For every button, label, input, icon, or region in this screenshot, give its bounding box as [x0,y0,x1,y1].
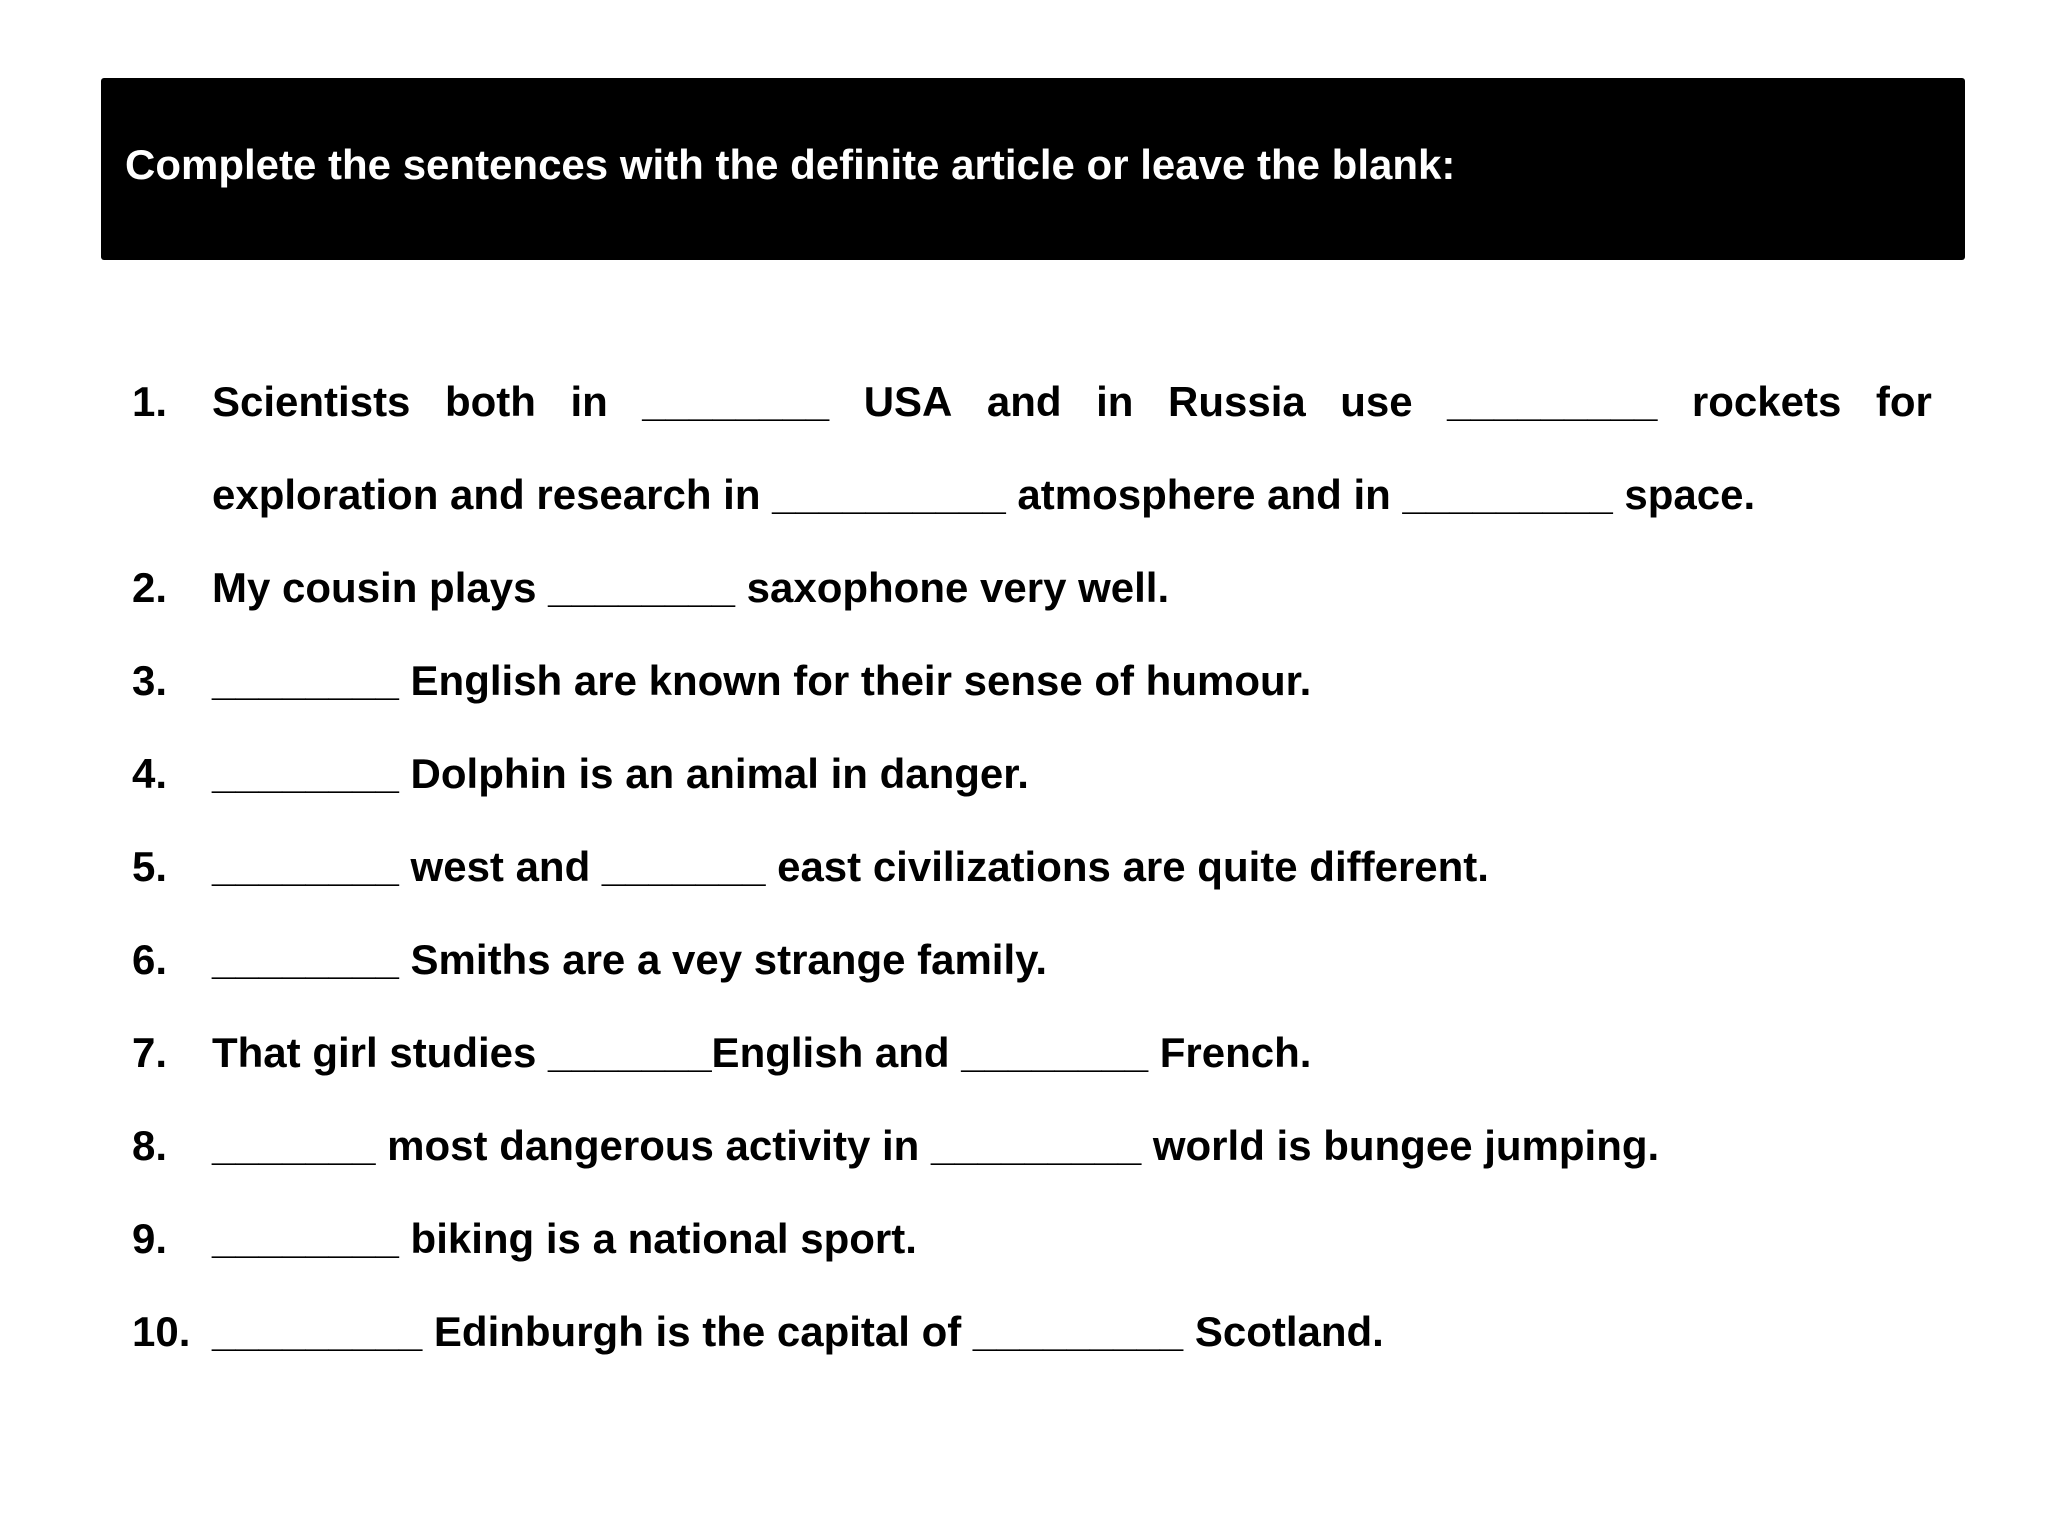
item-number: 8. [132,1122,168,1169]
item-text: _________ Edinburgh is the capital of _________ Scotland. [212,1308,1384,1355]
item-text: ________ English are known for their sense of humour. [212,657,1312,704]
item-text: That girl studies _______English and ________ French. [212,1029,1312,1076]
blank: _________ [1447,378,1658,425]
exercise-item-5 [132,820,1932,913]
item-1-line-2: exploration and research in __________ atmosphere and in _________ space. [212,471,1756,518]
instruction-banner [101,78,1965,260]
exercise-item-10 [132,1285,1932,1378]
word: USA [863,378,953,425]
exercise-item-2 [132,541,1932,634]
item-number: 7. [132,1029,168,1076]
item-number: 10. [132,1308,191,1355]
word: in [570,378,608,425]
exercise-list [132,355,1932,1378]
item-number: 4. [132,750,168,797]
exercise-item-8 [132,1099,1932,1192]
item-number: 6. [132,936,168,983]
item-text: ________ Smiths are a vey strange family. [212,936,1048,983]
exercise-item-4 [132,727,1932,820]
exercise-item-3 [132,634,1932,727]
item-number: 5. [132,843,168,890]
instruction-title: Complete the sentences with the definite article or leave the blank: [125,141,1456,188]
item-text: ________ Dolphin is an animal in danger. [212,750,1029,797]
word: rockets [1691,378,1842,425]
item-text [212,355,1932,541]
item-text: ________ biking is a national sport. [212,1215,917,1262]
exercise-item-1 [132,355,1932,541]
item-number: 1. [132,378,168,425]
item-text: _______ most dangerous activity in _________ world is bungee jumping. [212,1122,1660,1169]
item-number: 3. [132,657,168,704]
exercise-item-7 [132,1006,1932,1099]
item-text: ________ west and _______ east civilizations are quite different. [212,843,1489,890]
exercise-item-9 [132,1192,1932,1285]
word: Russia [1167,378,1306,425]
blank: ________ [642,378,830,425]
item-number: 2. [132,564,168,611]
word: in [1096,378,1134,425]
word: for [1875,378,1932,425]
item-1-line-1 [212,355,1932,448]
exercise-item-6 [132,913,1932,1006]
item-text: My cousin plays ________ saxophone very well. [212,564,1170,611]
word: Scientists [212,378,411,425]
word: use [1340,378,1413,425]
word: and [986,378,1062,425]
word: both [444,378,536,425]
item-number: 9. [132,1215,168,1262]
